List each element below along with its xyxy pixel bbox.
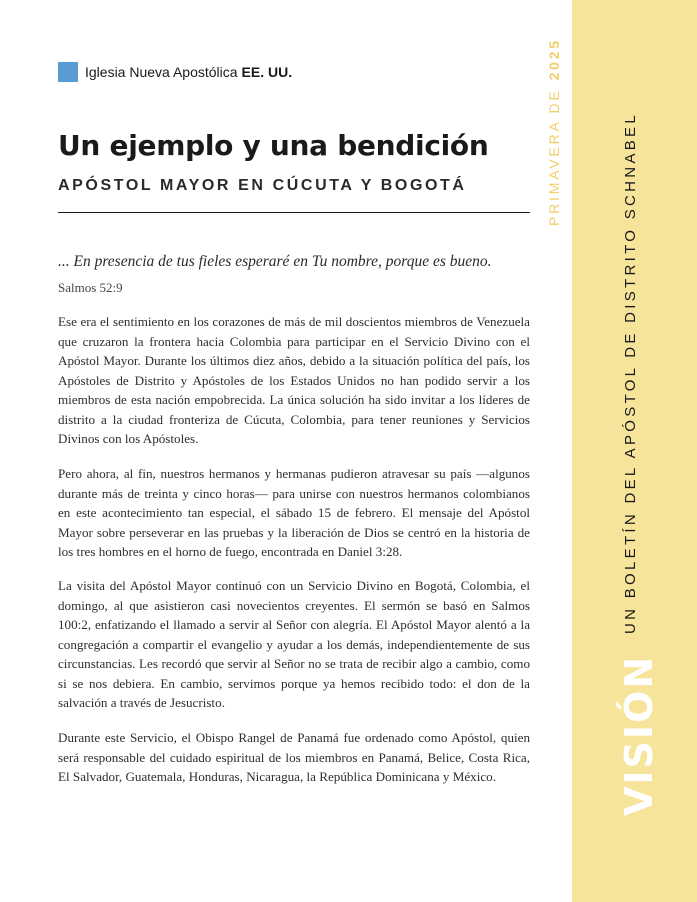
vision-brand: VISIÓN [617, 654, 661, 816]
article-subtitle: APÓSTOL MAYOR EN CÚCUTA Y BOGOTÁ [58, 177, 467, 194]
epigraph-citation: Salmos 52:9 [58, 280, 123, 295]
article-title: Un ejemplo y una bendición [58, 129, 489, 162]
logo-square-icon [58, 62, 78, 82]
bulletin-label: UN BOLETÍN DEL APÓSTOL DE DISTRITO SCHNABEL [622, 112, 639, 634]
header [58, 62, 292, 82]
org-suffix: EE. UU. [241, 64, 293, 80]
org-name: Iglesia Nueva Apostólica EE. UU. [85, 64, 293, 80]
body-paragraph-1: Ese era el sentimiento en los corazones de más de mil doscientos miembros de Venezuela que cruzaron la frontera hacia Colombia para participar en el Servicio Divino con el Apóstol Mayor. Durante los últimos diez años, debido a la situación política del país, los Apóstoles de Distrito y Apóstoles de los Estados Unidos no han podido servir a los miembros de esta nación empobrecida. La única solución ha sido invitar a los líderes de distrito a la ciudad fronteriza de Cúcuta, Colombia, para tener reuniones y Servicios Divinos con los Apóstoles. [58, 314, 530, 446]
body-paragraph-4: Durante este Servicio, el Obispo Rangel de Panamá fue ordenado como Apóstol, quien será responsable del cuidado espiritual de los miembros en Panamá, Belice, Costa Rica, El Salvador, Guatemala, Honduras, Nicaragua, la República Dominicana y México. [58, 730, 530, 784]
season-year: 2025 [546, 38, 562, 81]
season-label: PRIMAVERA DE2025 [546, 38, 562, 226]
body-paragraph-2: Pero ahora, al fin, nuestros hermanos y hermanas pudieron atravesar su país —algunos durante más de treinta y cinco horas— para unirse con nuestros hermanos colombianos en este acontecimiento tan especial, el sábado 15 de febrero. El mensaje del Apóstol Mayor sobre perseverar en las pruebas y la liberación de Dios se centró en la historia de los tres hombres en el horno de fuego, encontrada en Daniel 3:28. [58, 466, 530, 559]
title-divider [58, 212, 530, 213]
body-paragraph-3: La visita del Apóstol Mayor continuó con un Servicio Divino en Bogotá, Colombia, el domingo, al que asistieron casi novecientos creyentes. El sermón se basó en Salmos 100:2, enfatizando el llamado a servir al Señor con alegría. El Apóstol Mayor alentó a la congregación a compartir el evangelio y ayudar a los demás, independientemente de sus circunstancias. Les recordó que servir al Señor no se trata de recibir algo a cambio, como si se nos debiera. En cambio, servimos porque ya hemos recibido todo: el don de la salvación a través de Jesucristo. [58, 578, 530, 710]
epigraph-quote: ... En presencia de tus fieles esperaré en Tu nombre, porque es bueno. [58, 253, 492, 270]
